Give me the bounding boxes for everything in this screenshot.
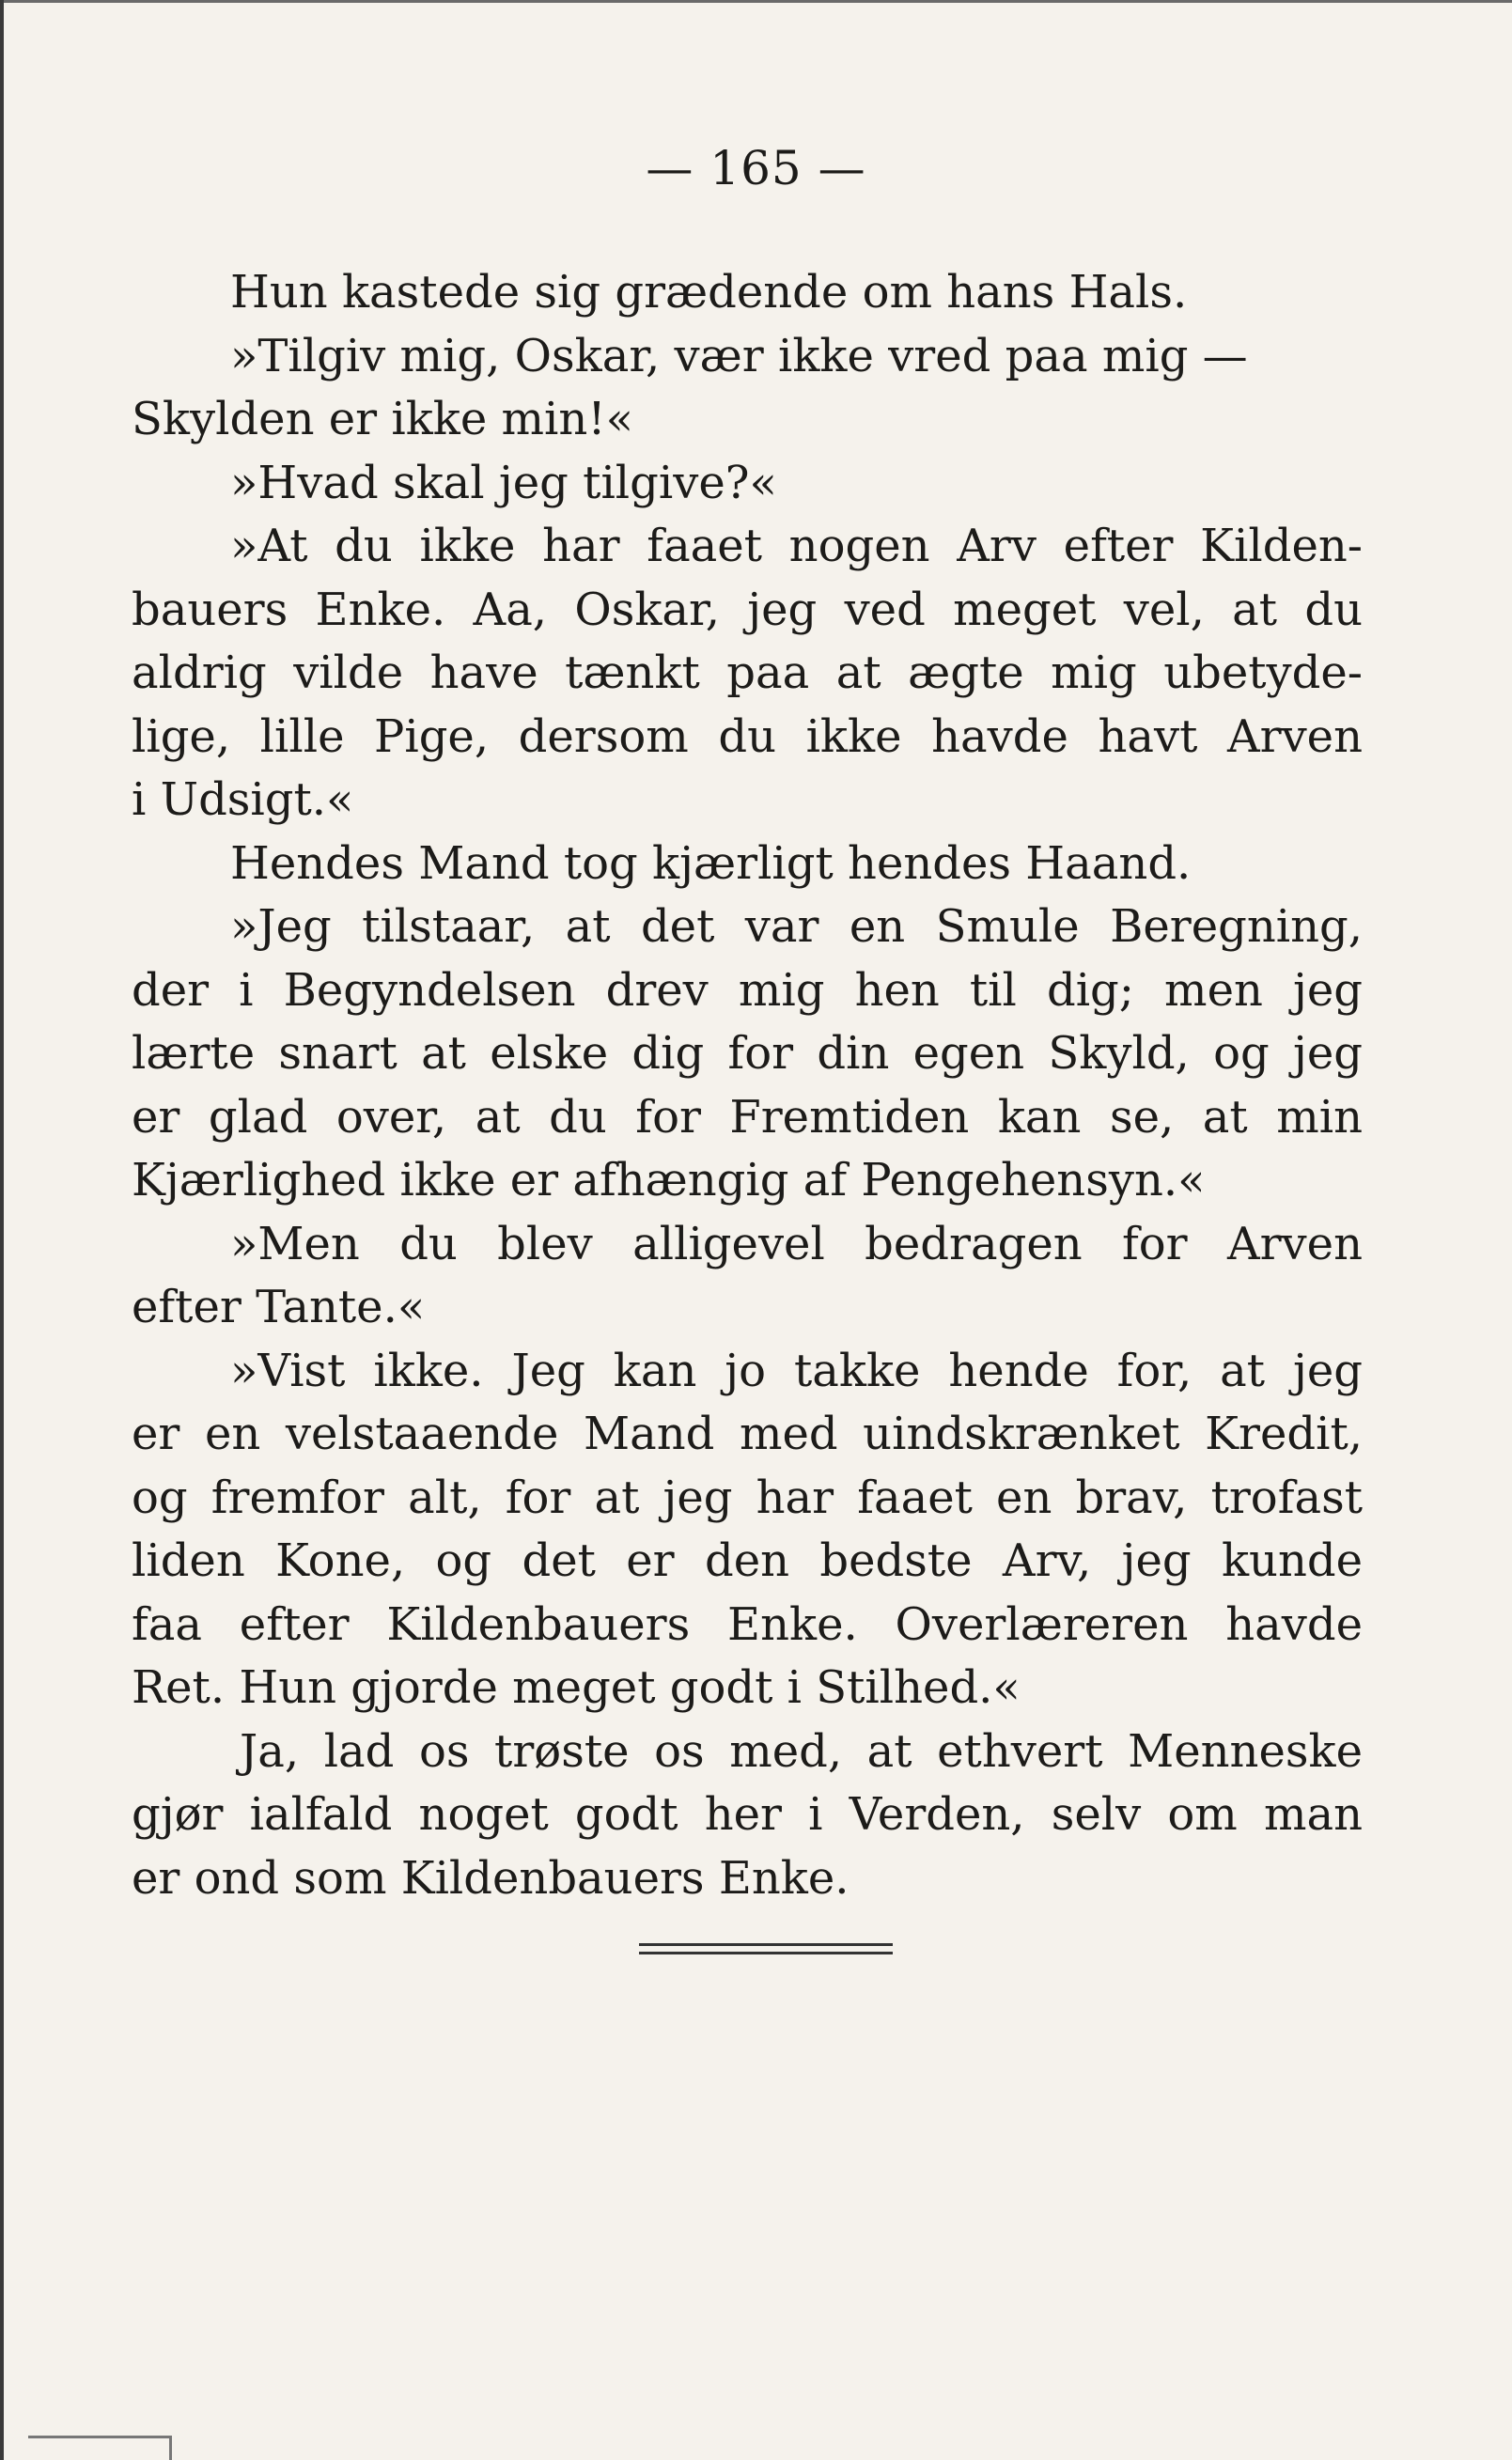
end-rule [639,1943,893,1960]
body-text [132,261,1363,1910]
text-line: liden Kone, og det er den bedste Arv, jeg kunde [132,1534,1363,1587]
text-line: Hun kastede sig grædende om hans Hals. [230,266,1188,319]
text-line: aldrig vilde have tænkt paa at ægte mig ubetyde- [132,646,1363,699]
scan-corner-mark [28,2436,169,2438]
scan-corner-mark [169,2436,172,2460]
scan-edge-top [0,0,1512,3]
text-line: i Udsigt.« [132,773,354,826]
text-line: »Hvad skal jeg tilgive?« [230,456,777,509]
text-line: og fremfor alt, for at jeg har faaet en brav, trofast [132,1471,1363,1524]
text-line: faa efter Kildenbauers Enke. Overlæreren havde [132,1597,1363,1651]
text-line: »Jeg tilstaar, at det var en Smule Beregning, [230,900,1363,953]
text-line: Skylden er ikke min!« [132,393,633,445]
page-number: — 165 — [646,141,866,195]
text-line: Ret. Hun gjorde meget godt i Stilhed.« [132,1661,1021,1714]
text-line: gjør ialfald noget godt her i Verden, selv om man [132,1788,1363,1841]
text-line: der i Begyndelsen drev mig hen til dig; men jeg [132,963,1363,1017]
text-line: »Men du blev alligevel bedragen for Arven [230,1217,1363,1270]
text-line: bauers Enke. Aa, Oskar, jeg ved meget vel, at du [132,583,1363,636]
text-line: er en velstaaende Mand med uindskrænket Kredit, [132,1408,1363,1460]
text-line: lærte snart at elske dig for din egen Skyld, og jeg [132,1027,1363,1080]
text-line: efter Tante.« [132,1281,426,1333]
text-line: Kjærlighed ikke er afhængig af Pengehensyn.« [132,1154,1206,1207]
text-line: »Tilgiv mig, Oskar, vær ikke vred paa mig — [230,329,1248,382]
rule-line [639,1943,893,1946]
text-line: »At du ikke har faaet nogen Arv efter Kilden- [230,520,1363,572]
rule-line [639,1952,893,1954]
text-line: lige, lille Pige, dersom du ikke havde havt Arven [132,709,1363,763]
text-line: Hendes Mand tog kjærligt hendes Haand. [230,836,1192,890]
text-line: »Vist ikke. Jeg kan jo takke hende for, at jeg [230,1344,1363,1397]
text-line: er glad over, at du for Fremtiden kan se, at min [132,1090,1363,1144]
text-line: Ja, lad os trøste os med, at ethvert Menneske [240,1724,1363,1778]
text-line: er ond som Kildenbauers Enke. [132,1851,850,1905]
scan-edge-left [0,0,4,2460]
